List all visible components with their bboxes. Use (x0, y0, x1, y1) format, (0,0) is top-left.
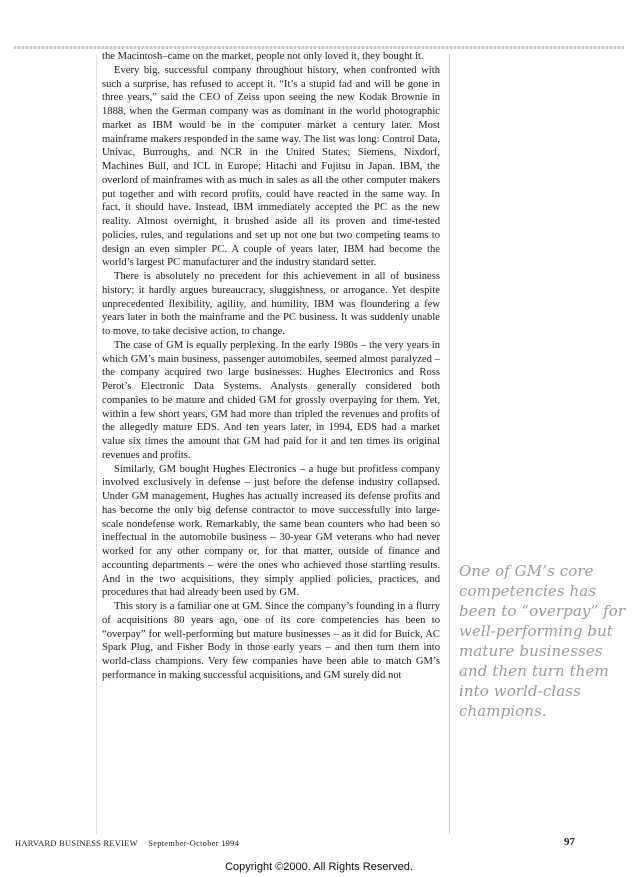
column-divider-rule (449, 54, 450, 834)
article-paragraph: This story is a familiar one at GM. Since the company’s founding in a flurry of acquisitions 80 years ago, one of its core competencies has been to “overpay” for well-performing but mature businesses – as it did for Buick, AC Spark Plug, and Fisher Body in those early years – and then turn them into world-class champions. Very few companies have been able to match GM’s performance in making successful acquisitions, and GM surely did not (102, 601, 440, 681)
left-margin-rule (96, 54, 97, 834)
page-number: 97 (564, 836, 575, 848)
publication-name: HARVARD BUSINESS REVIEW (15, 839, 138, 848)
article-paragraph: Every big, successful company throughout history, when confronted with such a surprise, has refused to accept it. “It’s a stupid fad and will be gone in three years,” said the CEO of Zeiss upon seeing the new Kodak Brownie in 1888, when the German company was as dominant in the world photographic market as IBM would be in the computer market a century later. Most mainframe makers responded in the same way. The list was long: Control Data, Univac, Burroughs, and NCR in the United States; Siemens, Nixdorf, Machines Bull, and ICL in Europe; Hitachi and Fujitsu in Japan. IBM, the overlord of mainframes with as much in sales as all the other computer makers put together and with record profits, could have reacted in the same way. In fact, it should have. Instead, IBM immediately accepted the PC as the new reality. Almost overnight, it brushed aside all its proven and time-tested policies, rules, and regulations and set up not one but two competing teams to design an even simpler PC. A couple of years later, IBM had become the world’s largest PC manufacturer and the industry standard setter. (102, 64, 440, 269)
top-decorative-rule (14, 46, 624, 49)
page-footer (15, 839, 239, 848)
copyright-notice: Copyright ©2000. All Rights Reserved. (225, 861, 413, 873)
article-paragraph: The case of GM is equally perplexing. In the early 1980s – the very years in which GM’s main business, passenger automobiles, seemed almost paralyzed – the company acquired two large businesses: Hughes Electronics and Ross Perot’s Electronic Data Systems. Analysts generally considered both companies to be mature and chided GM for grossly overpaying for them. Yet, within a few short years, GM had more than tripled the revenues and profits of the allegedly mature EDS. And ten years later, in 1994, EDS had a market value six times the amount that GM had paid for it and ten times its original revenues and profits. (102, 339, 440, 461)
pull-quote: One of GM’s core competencies has been to “overpay” for well-performing but mature businesses and then turn them into world-class champions. (459, 562, 626, 720)
article-paragraph: the Macintosh–came on the market, people not only loved it, they bought it. (102, 51, 424, 62)
article-paragraph: Similarly, GM bought Hughes Electronics – a huge but profitless company involved exclusively in defense – just before the defense industry collapsed. Under GM management, Hughes has actually increased its defense profits and has become the only big defense contractor to move successfully into large-scale nondefense work. Remarkably, the same bean counters who had been so ineffectual in the automobile business – 30-year GM veterans who had never worked for any other company or, for that matter, outside of finance and accounting departments – were the ones who achieved those startling results. And in the two acquisitions, they simply applied policies, practices, and procedures that had already been used by GM. (102, 463, 440, 599)
article-paragraph: There is absolutely no precedent for this achievement in all of business history; it hardly argues bureaucracy, sluggishness, or arrogance. Yet despite unprecedented flexibility, agility, and humility, IBM was floundering a few years later in both the mainframe and the PC business. It was suddenly unable to move, to take decisive action, to change. (102, 271, 440, 337)
article-body (102, 50, 440, 683)
issue-date: September-October 1994 (148, 839, 240, 848)
